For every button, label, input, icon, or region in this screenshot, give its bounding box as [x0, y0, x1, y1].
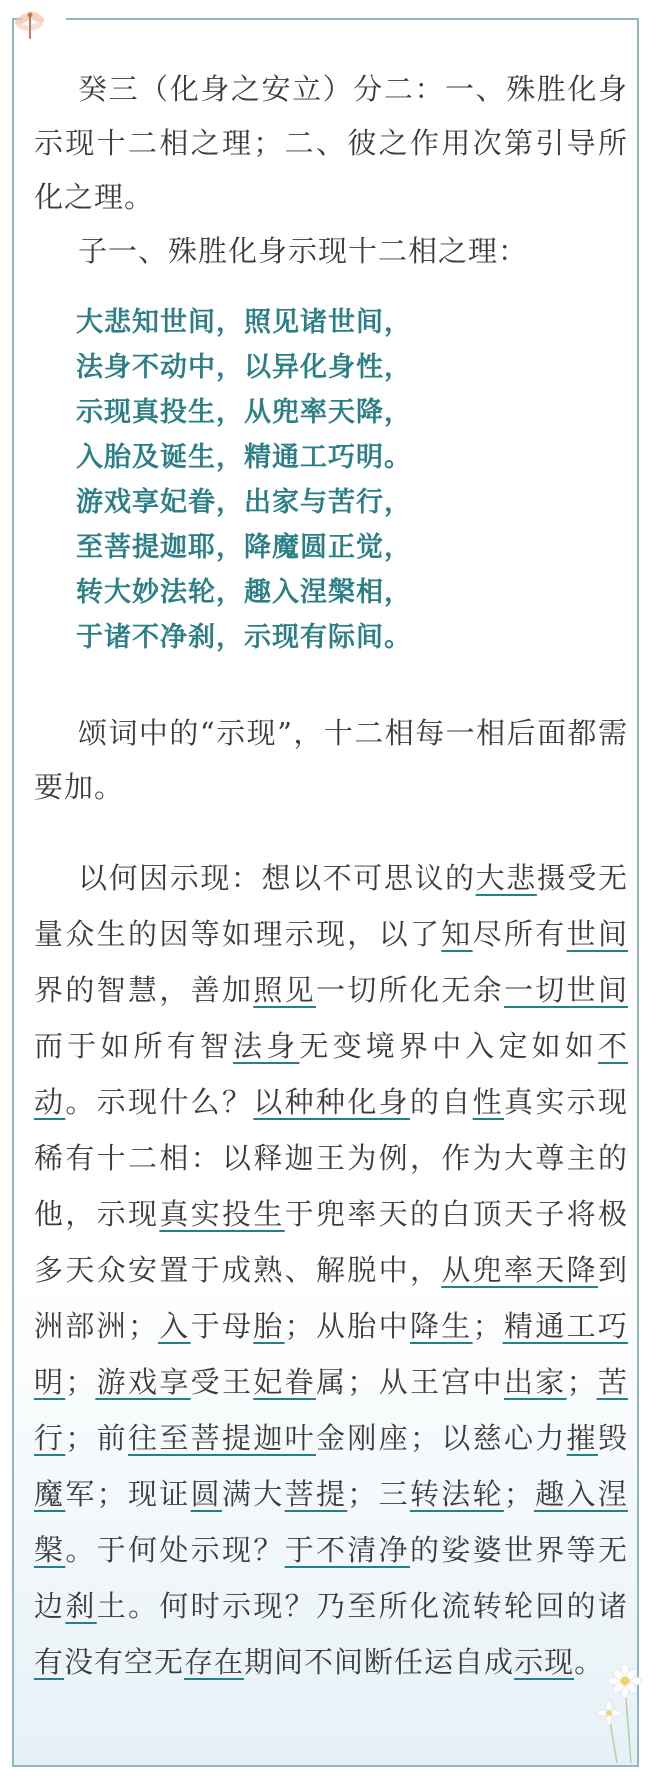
verse-line: 法身不动中，以异化身性，: [76, 352, 412, 383]
commentary-text: 真实示现稀有十二相：以释迦王为例，作为大尊主的他，示现: [34, 1085, 628, 1231]
underlined-term: 刹: [65, 1589, 97, 1623]
underlined-term: 胎: [253, 1309, 285, 1343]
underlined-term: 出家: [503, 1365, 567, 1399]
underlined-term: 真实投生: [159, 1197, 285, 1231]
verse-line: 于诸不净刹，示现有际间。: [76, 622, 412, 653]
underlined-term: 于不清净: [284, 1533, 410, 1567]
underlined-term: 往至菩提迦叶: [128, 1421, 316, 1455]
underlined-term: 苦行: [34, 1365, 628, 1455]
verse-line: 转大妙法轮，趣入涅槃相，: [76, 577, 412, 608]
dragonfly-icon: [12, 8, 48, 40]
commentary-text: 一切所化无余: [315, 973, 504, 1007]
underlined-term: 法身: [233, 1029, 300, 1063]
commentary-text: 满大: [221, 1477, 285, 1511]
verse-line: 游戏享妃眷，出家与苦行，: [76, 487, 412, 518]
note-paragraph: 颂词中的“示现”，十二相每一相后面都需要加。: [34, 716, 628, 804]
commentary-text: 金刚座；以慈心力: [316, 1421, 567, 1455]
commentary-text: 界的智慧，善加: [34, 973, 254, 1007]
commentary-paragraph: [34, 850, 628, 1690]
commentary-text: 摄受无量众生的因等如理示现，以了: [34, 861, 628, 951]
underlined-term: 圆: [190, 1477, 222, 1511]
underlined-term: 示现: [514, 1645, 575, 1679]
underlined-term: 摧: [566, 1421, 598, 1455]
commentary-text: 期间不间断任运自成: [244, 1645, 515, 1679]
spacer: [34, 814, 628, 850]
commentary-text: 军；现证: [65, 1477, 191, 1511]
underlined-term: 不动: [34, 1029, 628, 1119]
commentary-text: ；: [503, 1477, 534, 1511]
underlined-term: 转法轮: [409, 1477, 504, 1511]
commentary-text: 的娑婆世界等无边: [34, 1533, 628, 1623]
commentary-text: 。: [574, 1645, 605, 1679]
subsection-heading: 子一、殊胜化身示现十二相之理：: [78, 234, 529, 268]
underlined-term: 性: [472, 1085, 504, 1119]
commentary-text: 无变境界中入定如如: [299, 1029, 598, 1063]
verse-line: 大悲知世间，照见诸世间，: [76, 307, 412, 338]
underlined-term: 妃眷: [253, 1365, 316, 1399]
verse-block: [76, 300, 628, 660]
underlined-term: 从兜率天降: [441, 1253, 598, 1287]
underlined-term: 知: [441, 917, 473, 951]
underlined-term: 以种种化身: [253, 1085, 410, 1119]
commentary-text: ；: [566, 1365, 597, 1399]
commentary-text: 于母: [190, 1309, 254, 1343]
commentary-text: 属；从王宫中: [315, 1365, 504, 1399]
commentary-text: 尽所有: [472, 917, 567, 951]
commentary-text: 以何因示现：想以不可思议的: [78, 861, 476, 895]
underlined-term: 有: [34, 1645, 65, 1679]
section-heading-paragraph: 癸三（化身之安立）分二：一、殊胜化身示现十二相之理；二、彼之作用次第引导所化之理。: [34, 72, 628, 214]
underlined-term: 世间: [566, 917, 628, 951]
article-body: [34, 62, 628, 1690]
commentary-text: 土。何时示现？乃至所化流转轮回的诸: [96, 1589, 628, 1623]
commentary-text: 。于何处示现？: [65, 1533, 285, 1567]
underlined-term: 魔: [34, 1477, 66, 1511]
underlined-term: 游戏享: [95, 1365, 191, 1399]
underlined-term: 存在: [184, 1645, 245, 1679]
underlined-term: 大悲: [475, 861, 537, 895]
commentary-text: ；: [65, 1365, 96, 1399]
underlined-term: 菩提: [284, 1477, 348, 1511]
underlined-term: 降生: [409, 1309, 473, 1343]
underlined-term: 趣入涅槃: [34, 1477, 628, 1567]
verse-line: 入胎及诞生，精通工巧明。: [76, 442, 412, 473]
commentary-text: ；从胎中: [284, 1309, 410, 1343]
underlined-term: 入: [157, 1309, 191, 1343]
underlined-term: 一切世间: [503, 973, 628, 1007]
commentary-text: 毁: [597, 1421, 628, 1455]
underlined-term: 照见: [253, 973, 316, 1007]
commentary-text: 到洲部洲；: [34, 1253, 628, 1343]
commentary-text: 没有空无: [64, 1645, 185, 1679]
commentary-text: 的自: [409, 1085, 473, 1119]
verse-line: 至菩提迦耶，降魔圆正觉，: [76, 532, 412, 563]
commentary-text: 受王: [190, 1365, 254, 1399]
verse-line: 示现真投生，从兜率天降，: [76, 397, 412, 428]
commentary-text: ；三: [347, 1477, 410, 1511]
spacer: [34, 660, 628, 706]
underlined-term: 精通工巧明: [34, 1309, 628, 1399]
commentary-text: ；: [472, 1309, 503, 1343]
commentary-text: 。示现什么？: [65, 1085, 254, 1119]
commentary-text: 而于如所有智: [34, 1029, 234, 1063]
commentary-text: 于兜率天的白顶天子将极多天众安置于成熟、解脱中，: [34, 1197, 628, 1287]
commentary-text: ；前: [65, 1421, 129, 1455]
